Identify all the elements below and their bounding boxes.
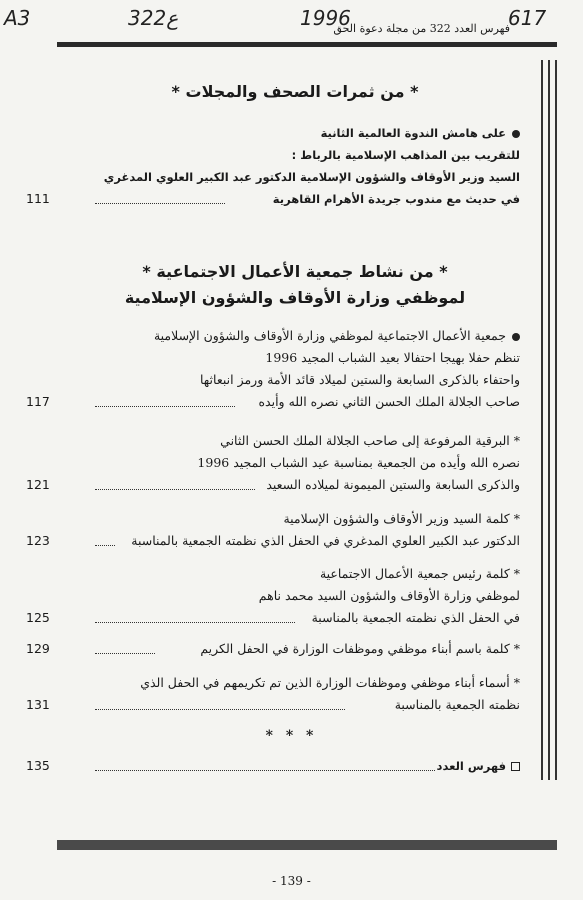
- entry3-line-1: * كلمة السيد وزير الأوقاف والشؤون الإسلامية: [283, 511, 520, 526]
- entry2-page: 121: [26, 477, 50, 492]
- toc-entry-2: [26, 430, 520, 496]
- section1-title: * من ثمرات الصحف والمجلات *: [171, 82, 419, 101]
- section1-entry: [26, 122, 520, 210]
- entry4-line-2: لموظفي وزارة الأوقاف والشؤون السيد محمد ناهم: [258, 588, 520, 603]
- annotation-number: 617: [508, 6, 547, 30]
- entry5-line-1: * كلمة باسم أبناء موظفي وموظفات الوزارة في الحفل الكريم: [200, 641, 520, 656]
- toc-entry-6: [26, 672, 520, 716]
- entry3-line-2: الدكتور عبد الكبير العلوي المدغري في الحفل الذي نظمته الجمعية بالمناسبة: [131, 533, 520, 548]
- index-entry: [26, 755, 520, 777]
- leader-dots: [95, 770, 435, 771]
- leader-dots: [95, 406, 235, 407]
- toc-entry-1: [26, 325, 520, 413]
- leader-dots: [95, 653, 155, 654]
- entry2-line-3: والذكرى السابعة والستين الميمونة لميلاده السعيد: [266, 477, 520, 492]
- entry6-line-1: * أسماء أبناء موظفي وموظفات الوزارة الذين تم تكريمهم في الحفل الذي: [140, 675, 520, 690]
- margin-rule-1: [541, 60, 543, 780]
- entry2-line-1: * البرقية المرفوعة إلى صاحب الجلالة الملك الحسن الثاني: [220, 433, 520, 448]
- index-page: 135: [26, 758, 50, 773]
- header-rule: [57, 42, 557, 47]
- entry1-page: 117: [26, 394, 50, 409]
- running-header: فهرس العدد 322 من مجلة دعوة الحق: [333, 22, 510, 35]
- section1-line-1: على هامش الندوة العالمية الثانية: [320, 126, 506, 140]
- toc-entry-4: [26, 563, 520, 629]
- section1-page: 111: [26, 191, 50, 206]
- page-number: - 139 -: [272, 874, 311, 888]
- footer-rule: [57, 840, 557, 850]
- bullet-icon: [512, 333, 520, 341]
- separator-stars: * * *: [265, 728, 318, 744]
- leader-dots: [95, 489, 255, 490]
- leader-dots: [95, 709, 345, 710]
- entry6-line-2: نظمته الجمعية بالمناسبة: [394, 697, 520, 712]
- entry6-page: 131: [26, 697, 50, 712]
- entry4-line-3: في الحفل الذي نظمته الجمعية بالمناسبة: [311, 610, 520, 625]
- entry1-line-1: جمعية الأعمال الاجتماعية لموظفي وزارة الأوقاف والشؤون الإسلامية: [153, 328, 506, 343]
- leader-dots: [95, 203, 225, 204]
- entry1-line-2: تنظم حفلا بهيجا احتفالا بعيد الشباب المجيد 1996: [265, 350, 520, 365]
- entry1-line-3: واحتفاء بالذكرى السابعة والستين لميلاد قائد الأمة ورمز انبعاثها: [199, 372, 520, 387]
- annotation-year: 1996: [300, 6, 351, 30]
- index-label: فهرس العدد: [436, 759, 506, 773]
- toc-entry-5: [26, 638, 520, 660]
- margin-rule-2: [548, 60, 550, 780]
- entry1-line-4: صاحب الجلالة الملك الحسن الثاني نصره الله وأيده: [258, 394, 520, 409]
- annotation-top-left: A3: [4, 6, 31, 30]
- checkbox-square-icon: [511, 762, 520, 771]
- bullet-icon: [512, 130, 520, 138]
- section1-line-3: السيد وزير الأوقاف والشؤون الإسلامية الدكتور عبد الكبير العلوي المدغري: [103, 170, 520, 184]
- entry2-line-2: نصره الله وأيده من الجمعية بمناسبة عيد الشباب المجيد 1996: [197, 455, 520, 470]
- entry3-page: 123: [26, 533, 50, 548]
- section1-line-2: للتقريب بين المذاهب الإسلامية بالرباط :: [291, 148, 520, 162]
- entry4-line-1: * كلمة رئيس جمعية الأعمال الاجتماعية: [319, 566, 520, 581]
- section2-title-line2: لموظفي وزارة الأوقاف والشؤون الإسلامية: [124, 288, 466, 307]
- section1-line-4: في حديث مع مندوب جريدة الأهرام القاهرية: [272, 192, 520, 206]
- section2-title-line1: * من نشاط جمعية الأعمال الاجتماعية *: [142, 262, 448, 281]
- annotation-code: 322ع: [128, 6, 179, 30]
- toc-entry-3: [26, 508, 520, 552]
- margin-rule-3: [555, 60, 557, 780]
- leader-dots: [95, 622, 295, 623]
- entry4-page: 125: [26, 610, 50, 625]
- leader-dots: [95, 545, 115, 546]
- entry5-page: 129: [26, 641, 50, 656]
